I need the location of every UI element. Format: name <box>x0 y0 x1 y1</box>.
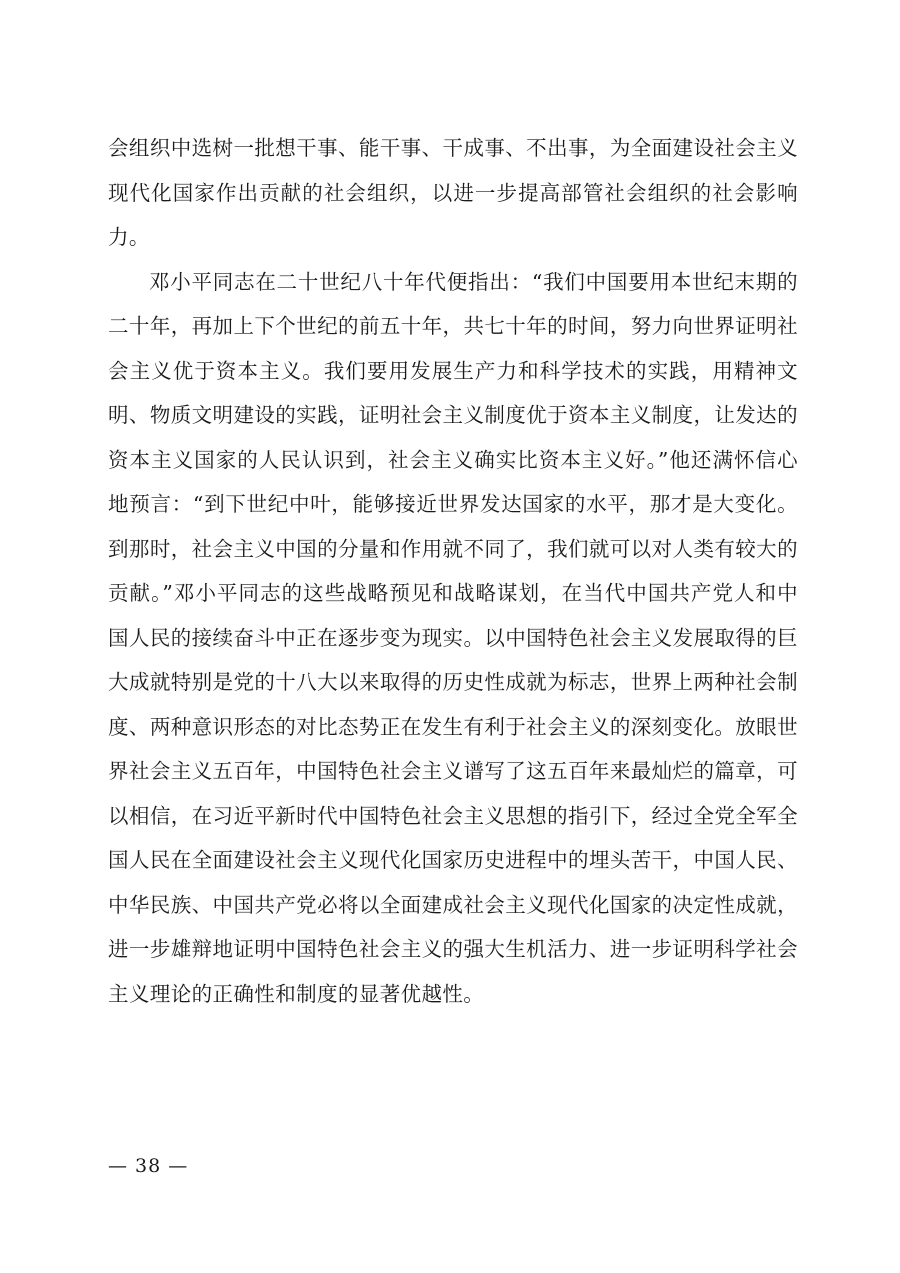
paragraph-continuation: 会组织中选树一批想干事、能干事、干成事、不出事，为全面建设社会主义现代化国家作出贡献的社会组织，以进一步提高部管社会组织的社会影响力。 <box>108 136 798 249</box>
paragraph-main: 邓小平同志在二十世纪八十年代便指出：“我们中国要用本世纪末期的二十年，再加上下个世纪的前五十年，共七十年的时间，努力向世界证明社会主义优于资本主义。我们要用发展生产力和科学技术的实践，用精神文明、物质文明建设的实践，证明社会主义制度优于资本主义制度，让发达的资本主义国家的人民认识到，社会主义确实比资本主义好。”他还满怀信心地预言：“到下世纪中叶，能够接近世界发达国家的水平，那才是大变化。到那时，社会主义中国的分量和作用就不同了，我们就可以对人类有较大的贡献。”邓小平同志的这些战略预见和战略谋划，在当代中国共产党人和中国人民的接续奋斗中正在逐步变为现实。以中国特色社会主义发展取得的巨大成就特别是党的十八大以来取得的历史性成就为标志，世界上两种社会制度、两种意识形态的对比态势正在发生有利于社会主义的深刻变化。放眼世界社会主义五百年，中国特色社会主义谱写了这五百年来最灿烂的篇章，可以相信，在习近平新时代中国特色社会主义思想的指引下，经过全党全军全国人民在全面建设社会主义现代化国家历史进程中的埋头苦干，中国人民、中华民族、中国共产党必将以全面建成社会主义现代化国家的决定性成就，进一步雄辩地证明中国特色社会主义的强大生机活力、进一步证明科学社会主义理论的正确性和制度的显著优越性。 <box>108 269 798 1006</box>
page-body <box>108 126 798 1016</box>
page-number: — 38 — <box>108 1155 189 1177</box>
